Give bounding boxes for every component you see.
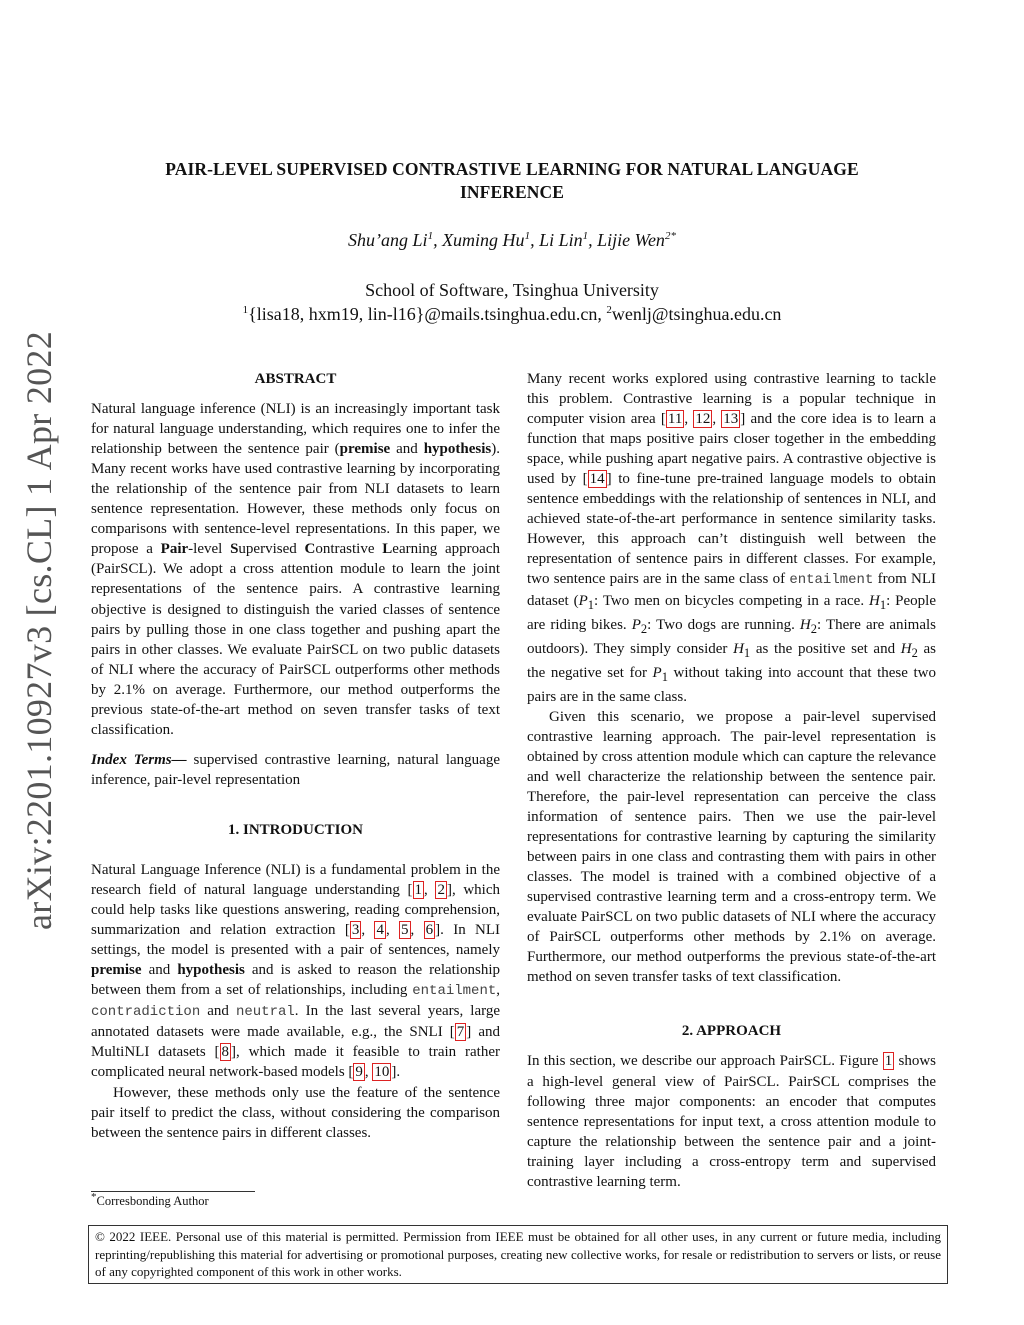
approach-heading: 2. APPROACH: [681, 1023, 782, 1040]
title-line-1: PAIR-LEVEL SUPERVISED CONTRASTIVE LEARNING FOR NATURAL LANGUAGE: [165, 159, 859, 179]
right-paragraph-2: Given this scenario, we propose a pair-level supervised contrastive learning approach. The pair-level representation is obtained by cross attention module which can capture the relevance and well characterize the relationship between the sentence pair. Therefore, the pair-level representation can perceive the class information of sentence pairs. Then we use the pair-level representations for contrastive learning by capturing the similarity between pairs in one class and contrasting them with pairs in other classes. The model is trained with a combined objective of a supervised contrastive learning term and a cross-entropy term. We evaluate PairSCL on two public datasets of NLI where the accuracy of PairSCL outperforms other methods by 2.1% on average. Furthermore, our method outperforms the previous state-of-the-art method on seven transfer tasks of text classification.: [527, 708, 936, 986]
footnote-text: Corresbonding Author: [96, 1194, 209, 1208]
intro-premise: premise: [91, 962, 142, 979]
author-1: Shu’ang Li: [348, 230, 428, 250]
footnote-mark: *: [91, 1190, 97, 1203]
right-text-a: Many recent works explored using contrastive learning to tackle this problem. Contrastive learning is a popular technique in computer vision area: [527, 371, 936, 428]
arxiv-stamp: arXiv:2201.10927v3 [cs.CL] 1 Apr 2022: [19, 330, 59, 930]
cite-10[interactable]: 10: [374, 1064, 390, 1081]
abstract-text-7: earning approach (PairSCL). We adopt a cross attention module to learn the joint representations of the sentence pairs. A contrastive learning objective is designed to distinguish the varied classes of sentence pairs by pulling those in one class together and pushing apart the pairs in other classes. We evaluate PairSCL on two public datasets of NLI where the accuracy of PairSCL outperforms other methods by 2.1% on average. Furthermore, our method outperforms the previous state-of-the-art method on seven transfer tasks of text classification.: [91, 541, 500, 738]
title-line-2: INFERENCE: [460, 182, 564, 202]
affiliation: School of Software, Tsinghua University: [365, 280, 659, 300]
paper-title: [100, 158, 924, 204]
intro-paragraph-1: Natural Language Inference (NLI) is a fundamental problem in the research field of natural language understanding [ 1 , 2 ], which could help tasks like questions answering, reading comprehension, summarization and relation extraction [ 3 , 4 , 5 , 6 ]. In NLI settings, the model is presented with a pair of sentences, namely premise and hypothesis and is asked to reason the relationship between them from a set of relationships, including entailment, contradiction and neutral. In the last several years, large annotated datasets were made available, e.g., the SNLI [ 7 ] and MultiNLI datasets [ 8 ], which made it feasible to train rather complicated neural network-based models [ 9 , 10 ].: [91, 861, 501, 1081]
abstract-text-2: and: [390, 441, 424, 458]
author-2-affil: 1: [524, 230, 531, 242]
var-h1-b: H: [733, 640, 744, 657]
index-terms: [91, 750, 500, 790]
abstract-hypothesis: hypothesis: [423, 441, 492, 458]
author-3-affil: 1: [582, 230, 589, 242]
footnote-divider: [91, 1191, 255, 1192]
abstract-l-bold: L: [382, 541, 393, 558]
var-h2-sub: 2: [810, 621, 817, 636]
cite-6[interactable]: 6: [425, 922, 434, 939]
right-text-g: : Two dogs are running.: [647, 616, 800, 633]
intro-text-i: , which made it feasible to train rather complicated neural network-based models: [91, 1044, 500, 1081]
right-text-h: : There are animals outdoors). They simply consider: [527, 616, 937, 657]
abstract-text: [91, 399, 500, 740]
cite-13[interactable]: 13: [723, 411, 739, 428]
label-entailment-2: entailment: [789, 572, 874, 589]
abstract-text-4: -level: [188, 541, 231, 558]
label-contradiction: contradiction: [91, 1004, 201, 1021]
cite-2[interactable]: 2: [437, 882, 445, 899]
abstract-premise: premise: [339, 441, 391, 458]
emails: [100, 302, 924, 326]
footnote: [91, 1190, 209, 1209]
abstract-text-6: ontrastive: [315, 541, 383, 558]
abstract-text-3: ). Many recent works have used contrastive learning by incorporating the relationship of the sentence pair from NLI datasets to learn sentence representation. However, these methods only focus on comparisons with sentence-level representations. In this paper, we propose a: [91, 441, 500, 558]
cite-7[interactable]: 7: [456, 1024, 465, 1041]
intro-text-e: and is asked to reason the relationship between them from a set of relationships, including: [91, 962, 500, 999]
intro-text-j: .: [396, 1064, 401, 1081]
intro-hypothesis: hypothesis: [177, 962, 245, 979]
figure-1-link[interactable]: 1: [884, 1053, 893, 1070]
intro-text-a: Natural Language Inference (NLI) is a fundamental problem in the research field of natural language understanding: [91, 861, 500, 899]
var-h1-b-sub: 1: [743, 645, 751, 660]
var-p1-b-sub: 1: [661, 669, 668, 684]
right-text-f: : People are riding bikes.: [527, 592, 937, 633]
right-text-b: and the core idea is to learn a function that maps positive pairs closer together in the embedding space, while pushing apart negative pairs. A contrastive objective is used by: [527, 411, 937, 488]
author-4: Lijie Wen: [597, 230, 665, 250]
abstract-c-bold: C: [304, 541, 316, 558]
approach-paragraph: [527, 1051, 936, 1191]
right-text-j: as the negative set for: [527, 640, 936, 681]
cite-12[interactable]: 12: [695, 411, 711, 428]
right-paragraph-1: Many recent works explored using contrastive learning to tackle this problem. Contrastive learning is a popular technique in computer vision area [ 11 , 12 , 13 ] and the core idea is to learn a function that maps positive pairs closer together in the embedding space, while pushing apart negative pairs. A contrastive objective is used by [ 14 ] to fine-tune pre-trained language models to obtain sentence embeddings with the relationship of sentences in NLI, and achieved state-of-the-art performance in sentence similarity tasks. However, this approach can’t distinguish well between the representation of sentence pairs in different classes. For example, two sentence pairs are in the same class of entailment from NLI dataset ($P_1$: Two men on bicycles competing in a race. $H_1$: People are riding bikes. $P_2$: Two dogs are running. $H_2$: There are animals outdoors). They simply consider $H_1$ as the positive set and $H_2$ as the negative set for $P_1$ without taking into account that these two pairs are in the same class.: [527, 371, 937, 705]
copyright-notice: © 2022 IEEE. Personal use of this material is permitted. Permission from IEEE must be obtained for all other uses, in any current or future media, including reprinting/republishing this material for advertising or promotional purposes, creating new collective works, for resale or redistribution to servers or lists, or reuse of any copyrighted component of this work in other works.: [88, 1225, 948, 1284]
var-p1-sub: 1: [587, 597, 594, 612]
abstract-s-bold: S: [230, 541, 239, 558]
email-sup-2: 2: [606, 304, 612, 316]
right-text-i: as the positive set and: [750, 640, 901, 657]
intro-text-g: . In the last several years, large annotated datasets were made available, e.g., the SNLI: [91, 1003, 500, 1041]
email-2: wenlj@tsinghua.edu.cn: [611, 304, 782, 324]
intro-heading: 1. INTRODUCTION: [227, 821, 363, 838]
cite-11[interactable]: 11: [667, 411, 683, 428]
right-text-d: from NLI dataset (: [527, 571, 936, 609]
intro-paragraph-2: However, these methods only use the feature of the sentence pair itself to predict the class, without considering the comparison between the sentence pairs in different classes.: [91, 1084, 500, 1141]
cite-14[interactable]: 14: [589, 471, 605, 488]
var-p1-b: P: [652, 664, 662, 681]
cite-4[interactable]: 4: [376, 922, 384, 939]
intro-text-b: , which could help tasks like questions answering, reading comprehension, summarization and relation extraction: [91, 882, 500, 939]
abstract-heading: ABSTRACT: [254, 371, 337, 387]
intro-text-f: and: [200, 1003, 236, 1020]
var-h1-sub: 1: [879, 597, 887, 612]
intro-comma: ,: [496, 982, 500, 999]
abstract-text-5: upervised: [238, 541, 305, 558]
cite-1[interactable]: 1: [414, 882, 423, 899]
var-p1: P: [578, 592, 588, 609]
author-list: Shu’ang Li$^1$, Xuming Hu$^1$, Li Lin$^1$, Lijie Wen$^{2*}$: [348, 230, 676, 250]
var-p2-sub: 2: [640, 621, 648, 636]
right-text-k: without taking into account that these two pairs are in the same class.: [527, 664, 936, 705]
right-column: [527, 369, 936, 1192]
cite-3[interactable]: 3: [351, 922, 360, 939]
index-terms-text: supervised contrastive learning, natural language inference, pair-level representation: [91, 751, 500, 788]
cite-5[interactable]: 5: [401, 922, 409, 939]
right-text-e: : Two men on bicycles competing in a race.: [594, 592, 869, 609]
abstract-text-1: Natural language inference (NLI) is an increasingly important task for natural language understanding, which requires one to infer the relationship between the sentence pair (: [91, 401, 500, 458]
index-terms-label: Index Terms—: [91, 751, 187, 768]
var-h2-b: H: [900, 640, 912, 657]
cite-9[interactable]: 9: [355, 1064, 363, 1081]
author-1-affil: 1: [427, 230, 434, 242]
approach-text-a: In this section, we describe our approach PairSCL. Figure: [527, 1053, 883, 1070]
author-4-affil: 2*: [664, 230, 676, 242]
left-column: [91, 369, 500, 1143]
intro-text-h: and MultiNLI datasets: [91, 1024, 500, 1061]
var-p2: P: [631, 616, 641, 633]
var-h2-b-sub: 2: [911, 645, 918, 660]
approach-text-b: shows a high-level general view of PairSCL. PairSCL comprises the following three major components: an encoder that computes sentence representations for input text, a cross attention module to capture the relationship between the sentence pair and a joint-training layer including a cross-entropy term and supervised contrastive learning term.: [527, 1053, 936, 1190]
author-2: Xuming Hu: [442, 230, 525, 250]
affiliation-block: [100, 278, 924, 326]
abstract-pair-bold: Pair: [160, 541, 189, 558]
cite-8[interactable]: 8: [221, 1044, 230, 1061]
var-h2: H: [799, 616, 811, 633]
label-entailment: entailment: [412, 983, 497, 1000]
intro-text-c: . In NLI settings, the model is presented with a pair of sentences, namely: [91, 922, 501, 959]
email-group-1: {lisa18, hxm19, lin-l16}@mails.tsinghua.edu.cn,: [248, 304, 602, 324]
var-h1: H: [869, 592, 880, 609]
intro-text-d: and: [141, 962, 178, 979]
author-3: Li Lin: [539, 230, 583, 250]
label-neutral: neutral: [235, 1004, 295, 1021]
right-text-c: to fine-tune pre-trained language models to obtain sentence embeddings with the relationship of sentences in NLI, and achieved state-of-the-art performance in sentence similarity tasks. However, this approach can’t distinguish well between the representation of sentence pairs in different classes. For example, two sentence pairs are in the same class of: [527, 471, 936, 588]
email-sup-1: 1: [242, 304, 249, 316]
